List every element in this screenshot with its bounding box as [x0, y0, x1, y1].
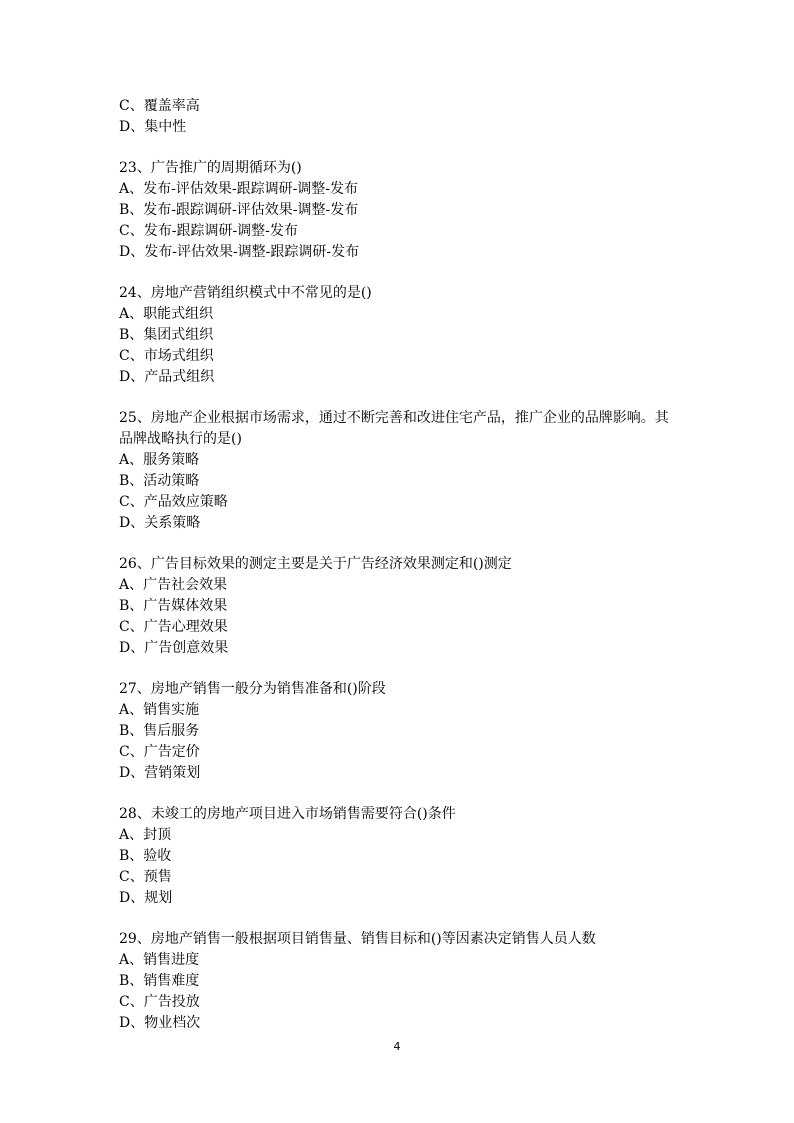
option-line: D、营销策划 — [119, 765, 201, 781]
lead-options — [119, 96, 679, 138]
question-block — [119, 263, 679, 388]
option-line: B、售后服务 — [119, 723, 200, 739]
question-stem: 27、房地产销售一般分为销售准备和()阶段 — [119, 681, 386, 697]
question-stem: 29、房地产销售一般根据项目销售量、销售目标和()等因素决定销售人员人数 — [119, 931, 596, 947]
option-line: C、产品效应策略 — [119, 494, 228, 510]
option-line: C、市场式组织 — [119, 348, 214, 364]
option-line: C、发布-跟踪调研-调整-发布 — [119, 223, 298, 239]
option-line: B、发布-跟踪调研-评估效果-调整-发布 — [119, 202, 359, 218]
option-line: D、产品式组织 — [119, 369, 215, 385]
option-line: C、广告投放 — [119, 994, 200, 1010]
option-line: D、广告创意效果 — [119, 640, 229, 656]
option-line: C、广告定价 — [119, 744, 200, 760]
question-block — [119, 388, 679, 534]
document-body — [119, 96, 679, 1034]
question-block — [119, 138, 679, 263]
question-stem-continued: 品牌战略执行的是() — [119, 431, 242, 447]
question-block — [119, 909, 679, 1034]
question-block — [119, 784, 679, 909]
option-line: A、销售实施 — [119, 702, 200, 718]
option-line: D、规划 — [119, 890, 173, 906]
option-line: B、集团式组织 — [119, 327, 214, 343]
option-line: D、关系策略 — [119, 515, 201, 531]
option-line: B、销售难度 — [119, 973, 200, 989]
option-line: C、预售 — [119, 869, 172, 885]
question-stem: 28、未竣工的房地产项目进入市场销售需要符合()条件 — [119, 806, 456, 822]
option-line: A、销售进度 — [119, 952, 200, 968]
option-line: A、封顶 — [119, 827, 172, 843]
option-line: A、发布-评估效果-跟踪调研-调整-发布 — [119, 181, 359, 197]
option-line: C、覆盖率高 — [119, 98, 200, 114]
option-line: B、活动策略 — [119, 473, 200, 489]
option-line: A、职能式组织 — [119, 306, 214, 322]
question-block — [119, 659, 679, 784]
option-line: C、广告心理效果 — [119, 619, 228, 635]
option-line: B、广告媒体效果 — [119, 598, 228, 614]
question-block — [119, 534, 679, 659]
question-stem: 25、房地产企业根据市场需求，通过不断完善和改进住宅产品，推广企业的品牌影响。其 — [119, 410, 669, 426]
option-line: B、验收 — [119, 848, 172, 864]
question-stem: 26、广告目标效果的测定主要是关于广告经济效果测定和()测定 — [119, 556, 512, 572]
option-line: D、物业档次 — [119, 1015, 201, 1031]
question-stem: 23、广告推广的周期循环为() — [119, 160, 302, 176]
option-line: D、发布-评估效果-调整-跟踪调研-发布 — [119, 244, 360, 260]
option-line: D、集中性 — [119, 119, 187, 135]
option-line: A、广告社会效果 — [119, 577, 228, 593]
page-number: 4 — [393, 1040, 401, 1053]
question-stem: 24、房地产营销组织模式中不常见的是() — [119, 285, 372, 301]
option-line: A、服务策略 — [119, 452, 200, 468]
